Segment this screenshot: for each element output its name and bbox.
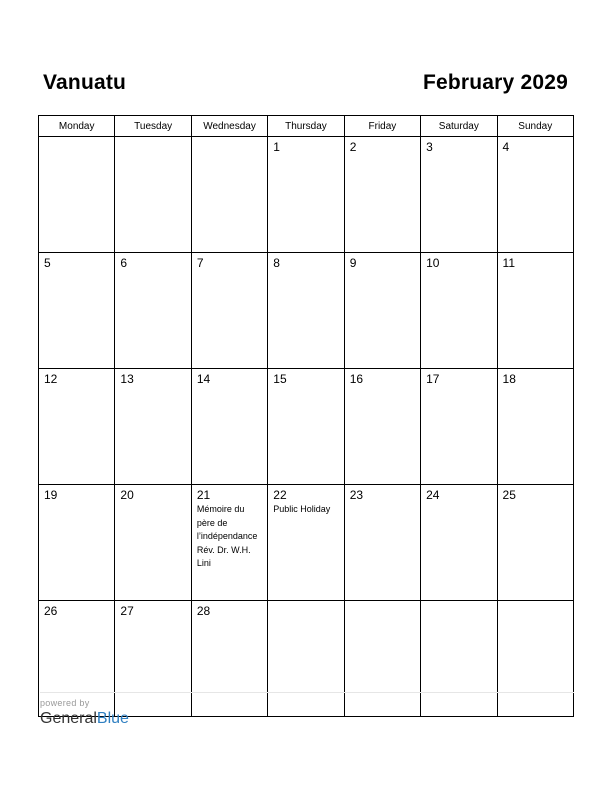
day-number: 17	[426, 372, 440, 386]
day-number: 15	[273, 372, 287, 386]
week-row	[39, 369, 574, 485]
day-number: 8	[273, 256, 280, 270]
country-title: Vanuatu	[43, 71, 127, 94]
day-cell	[344, 369, 420, 485]
weekday-monday: Monday	[39, 116, 115, 137]
brand-general: General	[40, 710, 97, 727]
day-number: 3	[426, 140, 433, 154]
weekday-saturday: Saturday	[421, 116, 497, 137]
day-cell	[115, 369, 191, 485]
day-cell	[115, 137, 191, 253]
day-number: 10	[426, 256, 440, 270]
footer-divider	[40, 692, 574, 693]
day-number: 22	[273, 488, 287, 502]
day-number: 18	[502, 372, 516, 386]
holiday-label: Mémoire du père de l’indépendance Rév. Dr. W.H. Lini	[196, 504, 258, 568]
day-cell	[39, 253, 115, 369]
day-number: 27	[120, 604, 134, 618]
day-cell-holiday	[268, 485, 344, 601]
day-number: 7	[196, 256, 204, 270]
weekday-tuesday: Tuesday	[115, 116, 191, 137]
day-number: 4	[502, 140, 510, 154]
weekday-header-row	[39, 116, 574, 137]
day-number: 21	[196, 488, 211, 502]
day-cell	[497, 369, 573, 485]
day-cell	[115, 485, 191, 601]
day-cell	[497, 485, 573, 601]
day-cell	[421, 601, 497, 717]
generalblue-logo	[40, 708, 129, 730]
day-number: 25	[502, 488, 516, 502]
calendar-grid	[38, 115, 574, 717]
day-cell	[39, 485, 115, 601]
day-cell	[191, 137, 267, 253]
day-cell	[497, 137, 573, 253]
day-number: 5	[44, 256, 51, 270]
day-cell	[191, 369, 267, 485]
day-number: 9	[349, 256, 357, 270]
day-number: 24	[426, 488, 440, 502]
day-cell	[268, 137, 344, 253]
day-cell	[191, 253, 267, 369]
day-number: 19	[44, 488, 58, 502]
day-cell	[115, 253, 191, 369]
day-cell-holiday	[191, 485, 267, 601]
day-number: 13	[120, 372, 134, 386]
day-cell	[268, 601, 344, 717]
day-cell	[344, 601, 420, 717]
day-number: 20	[120, 488, 134, 502]
day-cell	[421, 137, 497, 253]
day-number: 12	[44, 372, 58, 386]
day-cell	[497, 601, 573, 717]
day-cell	[344, 485, 420, 601]
day-number: 14	[196, 372, 211, 386]
day-number: 6	[120, 256, 128, 270]
day-number: 2	[349, 140, 357, 154]
day-cell	[39, 137, 115, 253]
weekday-friday: Friday	[344, 116, 420, 137]
day-cell	[421, 369, 497, 485]
day-number: 23	[349, 488, 364, 502]
day-cell	[344, 253, 420, 369]
day-number: 1	[273, 140, 280, 154]
footer-branding	[40, 698, 129, 730]
day-cell	[421, 485, 497, 601]
day-number: 26	[44, 604, 58, 618]
brand-blue: Blue	[96, 710, 129, 727]
weekday-wednesday: Wednesday	[191, 116, 267, 137]
weekday-sunday: Sunday	[497, 116, 573, 137]
day-number: 16	[349, 372, 364, 386]
day-cell	[497, 253, 573, 369]
week-row	[39, 253, 574, 369]
month-title: February 2029	[422, 71, 568, 94]
powered-by-text: powered by	[40, 698, 90, 708]
day-cell	[268, 369, 344, 485]
day-number: 28	[196, 604, 211, 618]
week-row	[39, 485, 574, 601]
day-number: 11	[502, 256, 515, 270]
holiday-label: Public Holiday	[273, 504, 331, 514]
weekday-thursday: Thursday	[268, 116, 344, 137]
day-cell	[421, 253, 497, 369]
day-cell	[268, 253, 344, 369]
day-cell	[39, 369, 115, 485]
week-row	[39, 137, 574, 253]
day-cell	[344, 137, 420, 253]
day-cell	[191, 601, 267, 717]
